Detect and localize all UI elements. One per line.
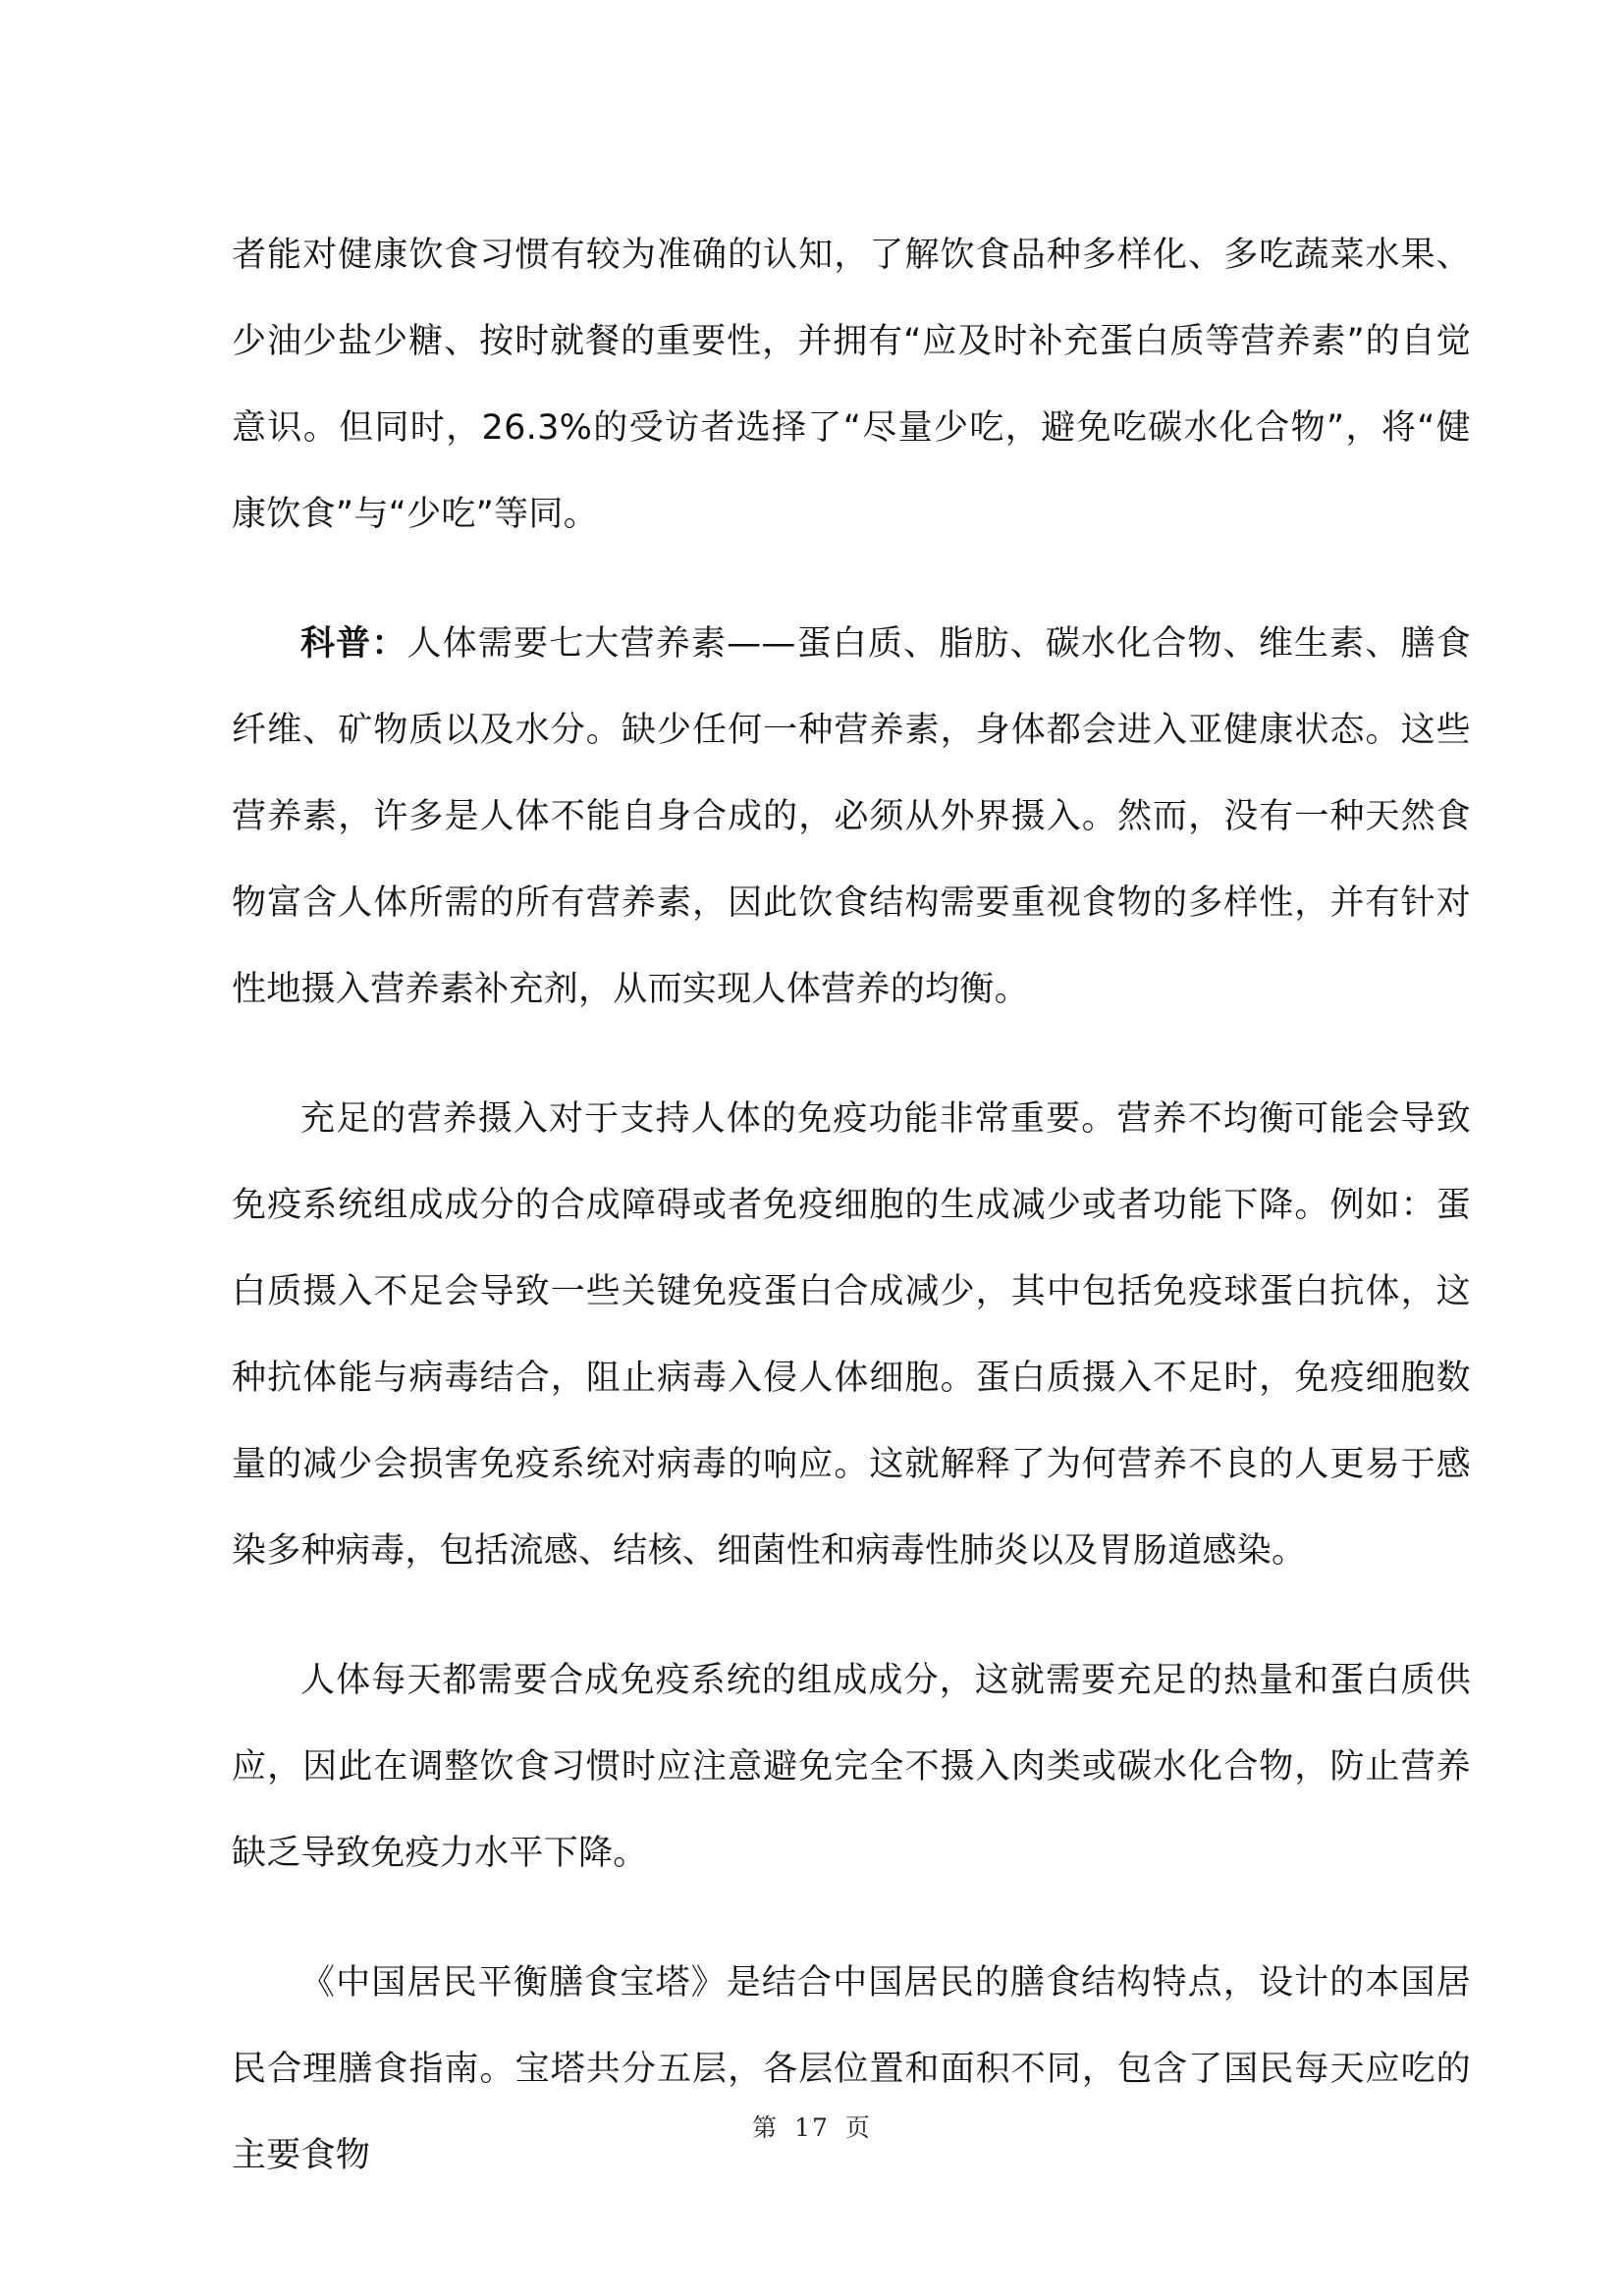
page-footer	[0, 2109, 1624, 2144]
paragraph-daily-needs: 人体每天都需要合成免疫系统的组成成分，这就需要充足的热量和蛋白质供应，因此在调整饮食习惯时应注意避免完全不摄入肉类或碳水化合物，防止营养缺乏导致免疫力水平下降。	[232, 1661, 1471, 1873]
page-number: 17	[794, 2113, 830, 2142]
science-note-text: 人体需要七大营养素——蛋白质、脂肪、碳水化合物、维生素、膳食纤维、矿物质以及水分。缺少任何一种营养素，身体都会进入亚健康状态。这些营养素，许多是人体不能自身合成的，必须从外界摄入。然而，没有一种天然食物富含人体所需的所有营养素，因此饮食结构需要重视食物的多样性，并有针对性地摄入营养素补充剂，从而实现人体营养的均衡。	[232, 624, 1471, 1009]
science-label: 科普：	[300, 624, 407, 664]
footer-prefix: 第	[752, 2113, 780, 2142]
paragraph-survey-result: 者能对健康饮食习惯有较为准确的认知，了解饮食品种多样化、多吃蔬菜水果、少油少盐少糖、按时就餐的重要性，并拥有“应及时补充蛋白质等营养素”的自觉意识。但同时，26.3%的受访者选择了“尽量少吃，避免吃碳水化合物”，将“健康饮食”与“少吃”等同。	[232, 236, 1471, 534]
paragraph-diet-pagoda: 《中国居民平衡膳食宝塔》是结合中国居民的膳食结构特点，设计的本国居民合理膳食指南。宝塔共分五层，各层位置和面积不同，包含了国民每天应吃的主要食物	[232, 1963, 1471, 2175]
footer-suffix: 页	[844, 2113, 872, 2142]
document-body	[232, 212, 1471, 2199]
paragraph-science-note	[232, 601, 1471, 1033]
paragraph-immune-nutrition: 充足的营养摄入对于支持人体的免疫功能非常重要。营养不均衡可能会导致免疫系统组成成分的合成障碍或者免疫细胞的生成减少或者功能下降。例如：蛋白质摄入不足会导致一些关键免疫蛋白合成减少，其中包括免疫球蛋白抗体，这种抗体能与病毒结合，阻止病毒入侵人体细胞。蛋白质摄入不足时，免疫细胞数量的减少会损害免疫系统对病毒的响应。这就解释了为何营养不良的人更易于感染多种病毒，包括流感、结核、细菌性和病毒性肺炎以及胃肠道感染。	[232, 1099, 1471, 1571]
